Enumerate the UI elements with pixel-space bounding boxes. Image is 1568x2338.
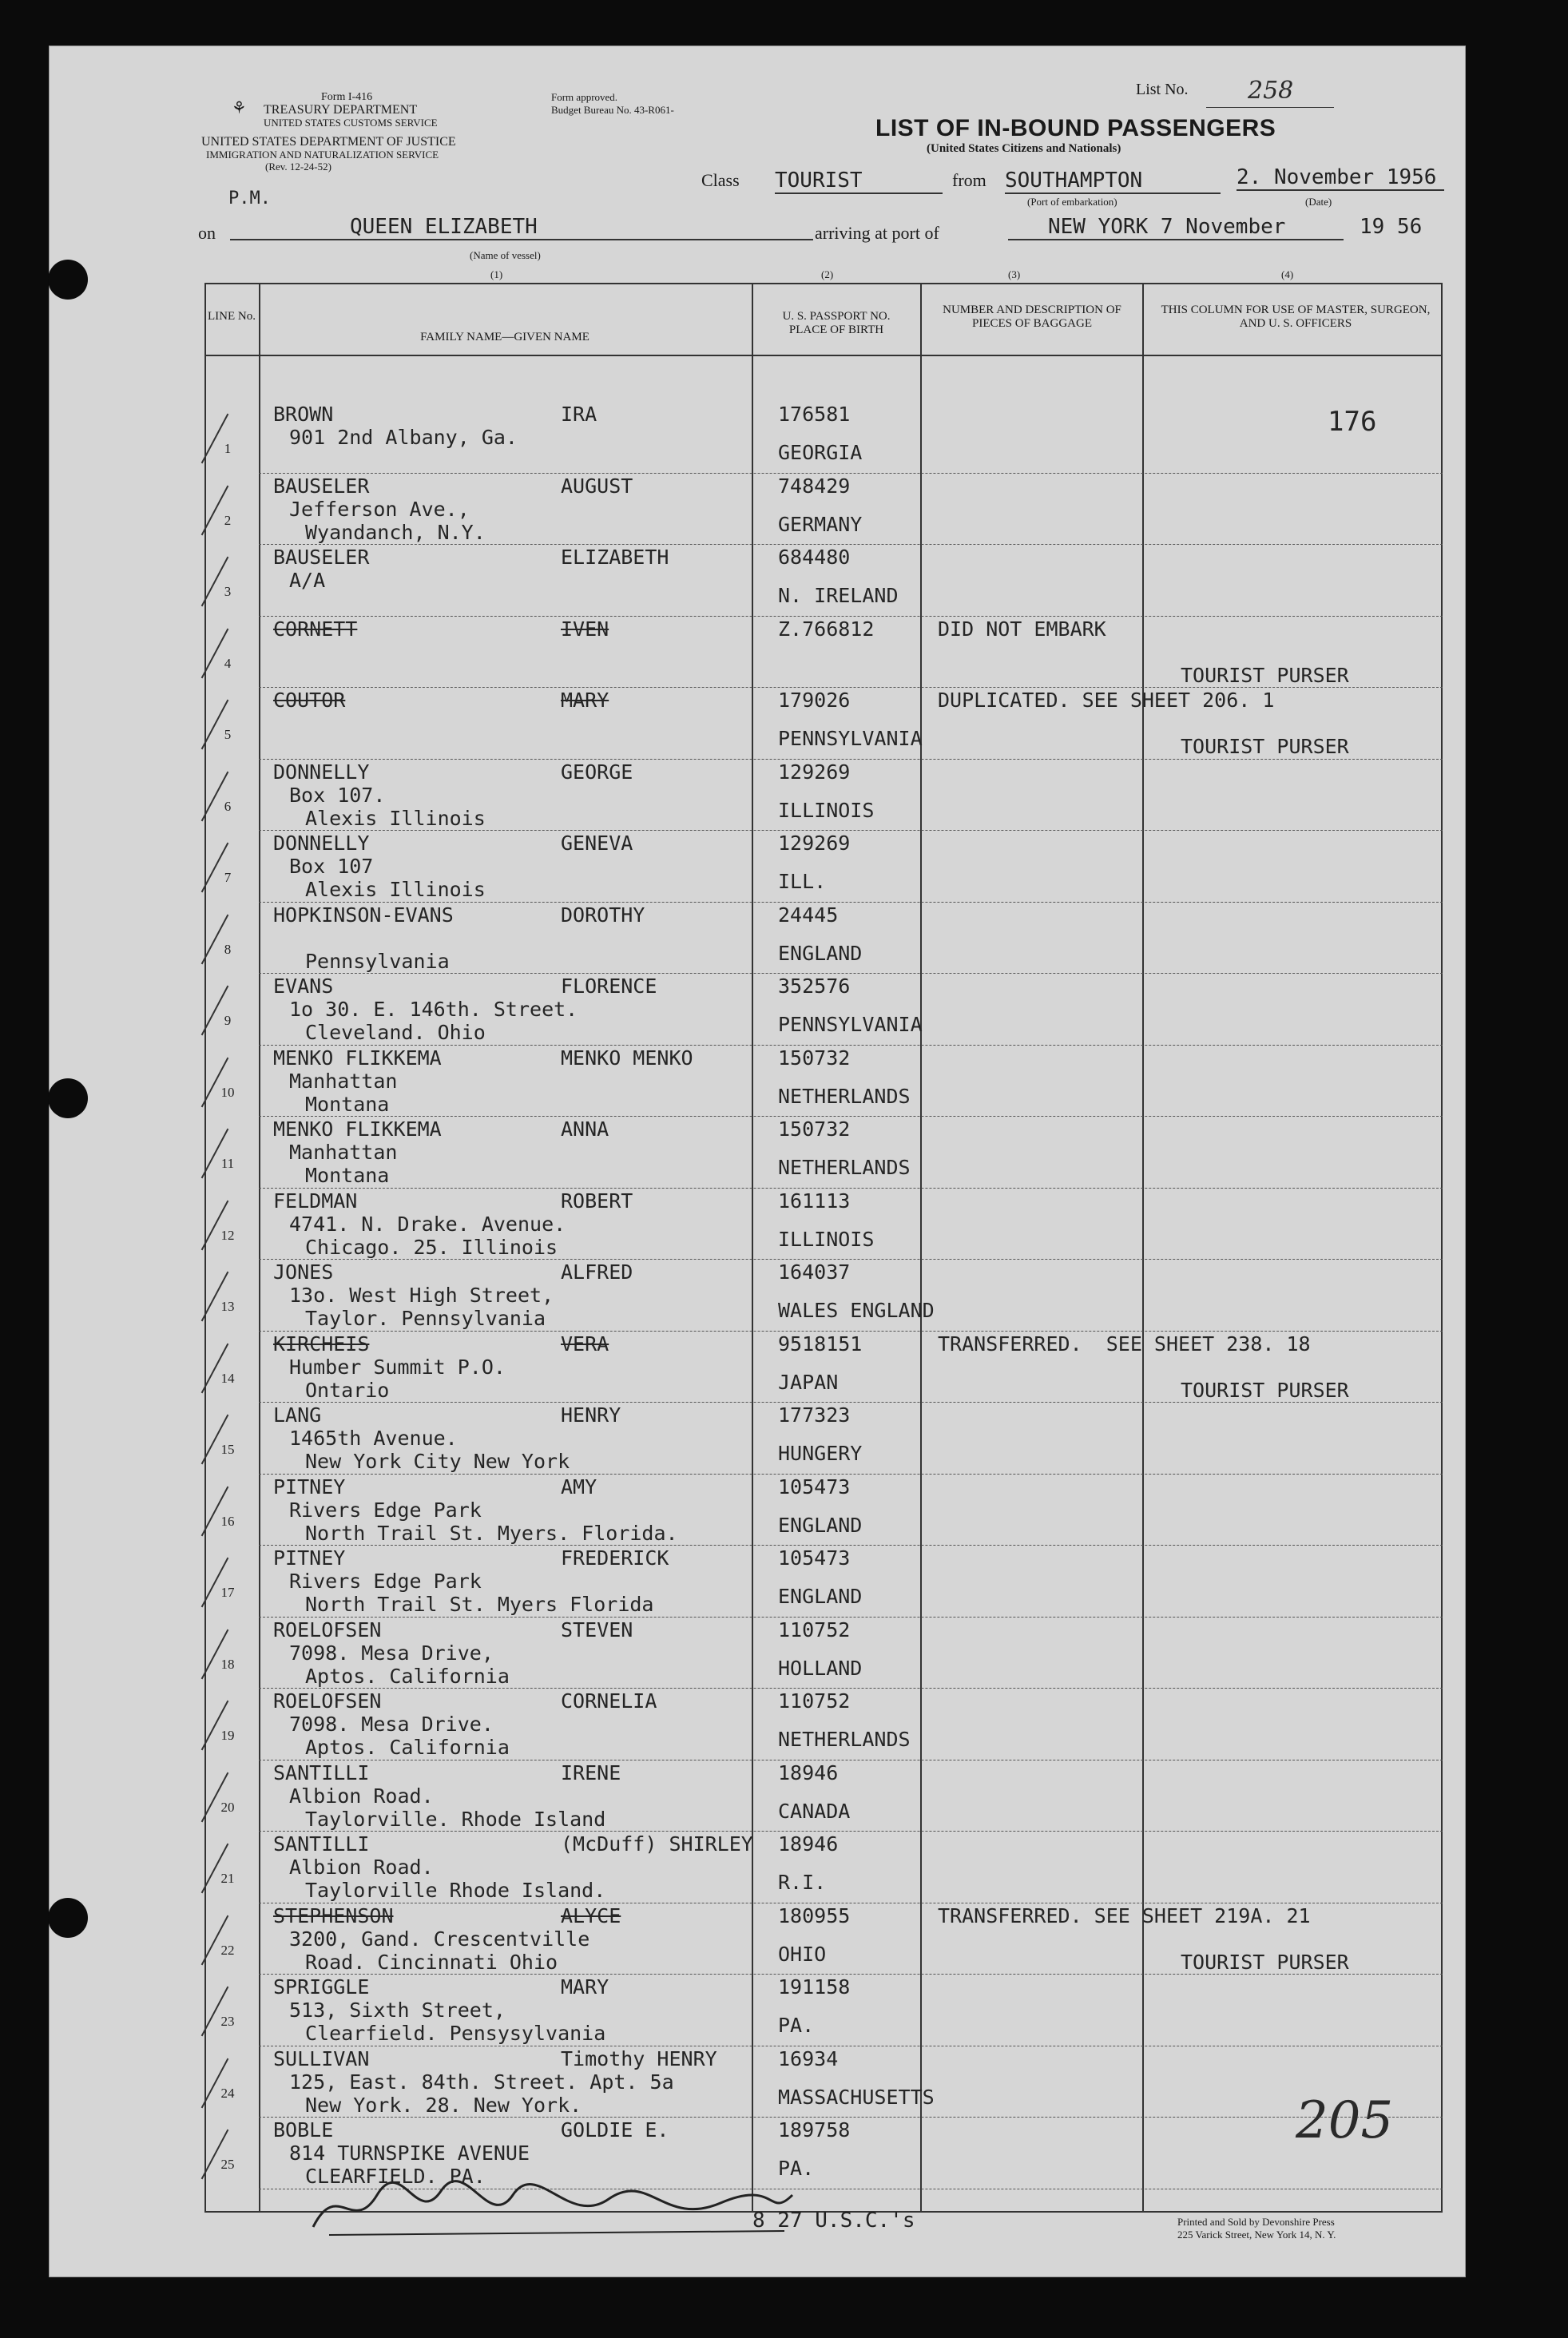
row-divider: [259, 1688, 1443, 1689]
address-line-2: Ontario: [305, 1378, 390, 1402]
line-number: 21: [220, 1871, 235, 1886]
col-divider-1: [259, 283, 260, 2213]
given-name: FLORENCE: [561, 974, 657, 998]
pm-mark: P.M.: [228, 189, 271, 208]
form-number: Form I-416: [321, 91, 373, 103]
passport-number: 105473: [778, 1546, 851, 1570]
vessel-caption: (Name of vessel): [470, 249, 541, 261]
line-number: 11: [220, 1156, 235, 1171]
given-name: MARY: [561, 689, 609, 712]
passport-number: 18946: [778, 1832, 839, 1856]
passport-number: 748429: [778, 474, 851, 498]
passport-number: 129269: [778, 832, 851, 855]
passport-number: 164037: [778, 1260, 851, 1284]
address-line-2: Chicago. 25. Illinois: [305, 1235, 558, 1259]
address-line-1: 901 2nd Albany, Ga.: [289, 426, 518, 449]
address-line-2: Montana: [305, 1164, 390, 1187]
row-divider: [259, 902, 1443, 903]
header-line-no: LINE No.: [208, 310, 256, 323]
place-of-birth: PENNSYLVANIA: [778, 1013, 923, 1036]
passport-number: 16934: [778, 2046, 839, 2070]
given-name: GENEVA: [561, 832, 633, 855]
passport-number: 9518151: [778, 1332, 863, 1356]
line-number: 10: [220, 1084, 235, 1100]
place-of-birth: ILL.: [778, 870, 827, 893]
passport-number: 191158: [778, 1975, 851, 1999]
printer-line-1: Printed and Sold by Devonshire Press: [1177, 2216, 1335, 2228]
family-name: JONES: [273, 1260, 334, 1284]
list-no-line: [1206, 107, 1334, 108]
given-name: DOROTHY: [561, 903, 645, 927]
address-line-1: 1o 30. E. 146th. Street.: [289, 998, 578, 1021]
given-name: MENKO MENKO: [561, 1046, 693, 1070]
passport-number: 161113: [778, 1189, 851, 1213]
address-line-2: North Trail St. Myers Florida: [305, 1593, 654, 1616]
class-value: TOURIST: [775, 169, 943, 194]
col-marker-3: (3): [1008, 268, 1021, 280]
address-line-2: Taylor. Pennsylvania: [305, 1307, 546, 1330]
given-name: GOLDIE E.: [561, 2118, 669, 2142]
given-name: FREDERICK: [561, 1546, 669, 1570]
family-name: CORNETT: [273, 617, 358, 641]
line-number: 6: [224, 798, 232, 814]
place-of-birth: PA.: [778, 2157, 815, 2180]
place-of-birth: NETHERLANDS: [778, 1728, 911, 1751]
place-of-birth: ENGLAND: [778, 941, 863, 965]
dept-justice: UNITED STATES DEPARTMENT OF JUSTICE: [201, 135, 456, 149]
given-name: IRENE: [561, 1760, 621, 1784]
header-officers: THIS COLUMN FOR USE OF MASTER, SURGEON, AND U. S. OFFICERS: [1161, 304, 1431, 330]
line-number: 18: [220, 1656, 235, 1672]
row-divider: [259, 1188, 1443, 1189]
col-marker-2: (2): [821, 268, 834, 280]
row-divider: [259, 616, 1443, 617]
passport-number: 177323: [778, 1403, 851, 1427]
form-revision: (Rev. 12-24-52): [265, 161, 331, 173]
family-name: COUTOR: [273, 689, 346, 712]
dept-customs: UNITED STATES CUSTOMS SERVICE: [264, 117, 438, 129]
address-line-2: Pennsylvania: [305, 949, 450, 973]
family-name: ROELOFSEN: [273, 1689, 382, 1713]
family-name: DONNELLY: [273, 832, 370, 855]
page-title: LIST OF IN-BOUND PASSENGERS: [875, 115, 1276, 141]
address-line-1: Jefferson Ave.,: [289, 497, 470, 521]
address-line-1: 513, Sixth Street,: [289, 1999, 506, 2022]
on-label: on: [198, 223, 216, 243]
address-line-1: 13o. West High Street,: [289, 1284, 554, 1307]
given-name: GEORGE: [561, 760, 633, 784]
given-name: ALYCE: [561, 1903, 621, 1927]
given-name: STEVEN: [561, 1618, 633, 1641]
row-divider: [259, 1831, 1443, 1832]
remark-line-2: TOURIST PURSER: [1181, 735, 1349, 758]
given-name: AMY: [561, 1475, 597, 1498]
line-number: 17: [220, 1585, 235, 1600]
remark-line-1: TRANSFERRED. SEE SHEET 219A. 21: [938, 1903, 1311, 1927]
row-divider: [259, 1331, 1443, 1332]
given-name: (McDuff) SHIRLEY: [561, 1832, 753, 1856]
given-name: HENRY: [561, 1403, 621, 1427]
line-number: 13: [220, 1299, 235, 1314]
remark-line-1: DID NOT EMBARK: [938, 617, 1106, 641]
signature-scribble: [305, 2171, 800, 2243]
family-name: PITNEY: [273, 1475, 346, 1498]
address-line-1: Manhattan: [289, 1069, 398, 1093]
line-number: 25: [220, 2157, 235, 2172]
address-line-1: 7098. Mesa Drive,: [289, 1641, 494, 1665]
passport-number: Z.766812: [778, 617, 875, 641]
place-of-birth: PA.: [778, 2014, 815, 2037]
remark-line-1: DUPLICATED. SEE SHEET 206. 1: [938, 689, 1275, 712]
row-divider: [259, 2117, 1443, 2118]
family-name: SANTILLI: [273, 1832, 370, 1856]
punch-hole-top: [48, 260, 88, 300]
list-no-value: 258: [1248, 77, 1294, 105]
family-name: FELDMAN: [273, 1189, 358, 1213]
given-name: ALFRED: [561, 1260, 633, 1284]
remark-line-1: TRANSFERRED. SEE SHEET 238. 18: [938, 1332, 1311, 1356]
family-name: STEPHENSON: [273, 1903, 394, 1927]
passport-number: 105473: [778, 1475, 851, 1498]
line-number: 23: [220, 2014, 235, 2029]
address-line-2: Taylorville Rhode Island.: [305, 1879, 606, 1902]
address-line-2: Cleveland. Ohio: [305, 1021, 486, 1044]
stamp-text: 8 27 U.S.C.'s: [752, 2209, 915, 2233]
line-number: 16: [220, 1513, 235, 1529]
line-number: 7: [224, 870, 232, 885]
line-number: 14: [220, 1370, 235, 1386]
header-baggage: NUMBER AND DESCRIPTION OF PIECES OF BAGGAGE: [943, 304, 1121, 330]
passport-number: 129269: [778, 760, 851, 784]
place-of-birth: R.I.: [778, 1871, 827, 1894]
place-of-birth: CANADA: [778, 1799, 851, 1823]
line-number: 8: [224, 941, 232, 957]
address-line-2: New York. 28. New York.: [305, 2093, 582, 2117]
family-name: SULLIVAN: [273, 2046, 370, 2070]
remark-line-2: TOURIST PURSER: [1181, 663, 1349, 687]
family-name: BROWN: [273, 403, 334, 426]
address-line-1: 4741. N. Drake. Avenue.: [289, 1212, 566, 1236]
line-number: 3: [224, 584, 232, 599]
port-embark-caption: (Port of embarkation): [1027, 196, 1117, 208]
page-subtitle: (United States Citizens and Nationals): [927, 142, 1121, 155]
address-line-1: A/A: [289, 569, 326, 592]
line-number: 12: [220, 1227, 235, 1243]
family-name: BAUSELER: [273, 546, 370, 569]
place-of-birth: NETHERLANDS: [778, 1156, 911, 1179]
dept-treasury: TREASURY DEPARTMENT: [264, 103, 418, 117]
passport-number: 352576: [778, 974, 851, 998]
address-line-2: Aptos. California: [305, 1664, 510, 1688]
address-line-1: Humber Summit P.O.: [289, 1355, 506, 1379]
line-number: 4: [224, 655, 232, 671]
row-divider: [259, 1474, 1443, 1475]
place-of-birth: N. IRELAND: [778, 584, 899, 607]
place-of-birth: ILLINOIS: [778, 1227, 875, 1251]
line-number: 24: [220, 2085, 235, 2101]
address-line-1: 1465th Avenue.: [289, 1427, 458, 1450]
address-line-2: Alexis Illinois: [305, 806, 486, 830]
row-divider: [259, 687, 1443, 688]
row-divider: [259, 1045, 1443, 1046]
budget-bureau: Budget Bureau No. 43-R061-: [551, 104, 674, 116]
class-label: Class: [701, 170, 740, 190]
passport-number: 110752: [778, 1689, 851, 1713]
row-divider: [259, 1545, 1443, 1546]
passport-number: 110752: [778, 1618, 851, 1641]
family-name: BOBLE: [273, 2118, 334, 2142]
place-of-birth: JAPAN: [778, 1370, 839, 1394]
address-line-1: Albion Road.: [289, 1784, 434, 1808]
address-line-1: 814 TURNSPIKE AVENUE: [289, 2142, 530, 2165]
place-of-birth: GEORGIA: [778, 441, 863, 464]
family-name: MENKO FLIKKEMA: [273, 1117, 442, 1141]
given-name: IVEN: [561, 617, 609, 641]
row-divider: [259, 1402, 1443, 1403]
header-rule: [204, 355, 1443, 356]
given-name: VERA: [561, 1332, 609, 1356]
row-divider: [259, 973, 1443, 974]
family-name: ROELOFSEN: [273, 1618, 382, 1641]
passport-number: 176581: [778, 403, 851, 426]
col-marker-1: (1): [490, 268, 503, 280]
address-line-2: Montana: [305, 1092, 390, 1116]
total-handwritten: 205: [1296, 2091, 1394, 2150]
passport-number: 24445: [778, 903, 839, 927]
address-line-2: Clearfield. Pensysylvania: [305, 2022, 606, 2045]
place-of-birth: WALES ENGLAND: [778, 1299, 935, 1322]
row-divider: [259, 544, 1443, 545]
family-name: DONNELLY: [273, 760, 370, 784]
line-number: 2: [224, 512, 232, 528]
place-of-birth: ENGLAND: [778, 1513, 863, 1537]
address-line-1: Rivers Edge Park: [289, 1570, 482, 1593]
given-name: Timothy HENRY: [561, 2046, 717, 2070]
place-of-birth: ILLINOIS: [778, 798, 875, 822]
address-line-1: Box 107: [289, 855, 374, 878]
family-name: MENKO FLIKKEMA: [273, 1046, 442, 1070]
row-divider: [259, 1116, 1443, 1117]
address-line-1: 3200, Gand. Crescentville: [289, 1927, 590, 1951]
row-divider: [259, 830, 1443, 831]
given-name: ROBERT: [561, 1189, 633, 1213]
line-number: 20: [220, 1799, 235, 1815]
given-name: ANNA: [561, 1117, 609, 1141]
address-line-2: New York City New York: [305, 1450, 570, 1473]
address-line-1: 7098. Mesa Drive.: [289, 1713, 494, 1736]
place-of-birth: NETHERLANDS: [778, 1084, 911, 1108]
line-number: 5: [224, 727, 232, 742]
address-line-2: Aptos. California: [305, 1736, 510, 1759]
place-of-birth: HOLLAND: [778, 1656, 863, 1680]
passport-number: 179026: [778, 689, 851, 712]
family-name: EVANS: [273, 974, 334, 998]
printer-line-2: 225 Varick Street, New York 14, N. Y.: [1177, 2229, 1336, 2241]
port-value: NEW YORK 7 November: [1008, 216, 1344, 240]
row-divider: [259, 1617, 1443, 1618]
line-number: 19: [220, 1728, 235, 1743]
given-name: MARY: [561, 1975, 609, 1999]
passport-number: 189758: [778, 2118, 851, 2142]
officer-note: 176: [1328, 406, 1377, 438]
remark-line-2: TOURIST PURSER: [1181, 1378, 1349, 1402]
col-divider-3: [920, 283, 922, 2213]
given-name: AUGUST: [561, 474, 633, 498]
passport-number: 150732: [778, 1117, 851, 1141]
arriving-label: arriving at port of: [815, 223, 939, 243]
col-divider-2: [752, 283, 753, 2213]
family-name: PITNEY: [273, 1546, 346, 1570]
place-of-birth: PENNSYLVANIA: [778, 727, 923, 750]
from-label: from: [952, 170, 986, 190]
vessel-value: QUEEN ELIZABETH: [230, 216, 813, 240]
header-passport: U. S. PASSPORT NO. PLACE OF BIRTH: [782, 310, 891, 336]
line-number: 22: [220, 1942, 235, 1958]
line-number: 9: [224, 1013, 232, 1028]
date-caption: (Date): [1305, 196, 1332, 208]
address-line-2: Road. Cincinnati Ohio: [305, 1950, 558, 1974]
from-value: SOUTHAMPTON: [1005, 169, 1221, 194]
passport-number: 180955: [778, 1903, 851, 1927]
family-name: LANG: [273, 1403, 322, 1427]
address-line-2: North Trail St. Myers. Florida.: [305, 1521, 678, 1545]
address-line-2: Taylorville. Rhode Island: [305, 1807, 606, 1831]
row-divider: [259, 1974, 1443, 1975]
line-number: 1: [224, 441, 232, 456]
family-name: SANTILLI: [273, 1760, 370, 1784]
document-page: [50, 46, 1465, 2276]
eagle-icon: ⚘: [233, 96, 245, 118]
header-name: FAMILY NAME—GIVEN NAME: [420, 331, 589, 343]
address-line-2: Alexis Illinois: [305, 878, 486, 901]
family-name: SPRIGGLE: [273, 1975, 370, 1999]
given-name: CORNELIA: [561, 1689, 657, 1713]
place-of-birth: GERMANY: [778, 512, 863, 536]
form-approved: Form approved.: [551, 91, 618, 103]
address-line-1: Box 107.: [289, 783, 386, 807]
year-value: 19 56: [1360, 215, 1423, 239]
place-of-birth: HUNGERY: [778, 1442, 863, 1465]
address-line-1: Rivers Edge Park: [289, 1498, 482, 1522]
row-divider: [259, 759, 1443, 760]
punch-hole-bottom: [48, 1898, 88, 1938]
family-name: KIRCHEIS: [273, 1332, 370, 1356]
line-number: 15: [220, 1442, 235, 1457]
address-line-1: 125, East. 84th. Street. Apt. 5a: [289, 2070, 674, 2094]
list-no-label: List No.: [1136, 81, 1189, 98]
given-name: IRA: [561, 403, 597, 426]
row-divider: [259, 473, 1443, 474]
passport-number: 684480: [778, 546, 851, 569]
col-marker-4: (4): [1281, 268, 1294, 280]
family-name: BAUSELER: [273, 474, 370, 498]
place-of-birth: ENGLAND: [778, 1585, 863, 1608]
address-line-2: Wyandanch, N.Y.: [305, 520, 486, 544]
date-value: 2. November 1956: [1237, 166, 1444, 191]
passport-number: 150732: [778, 1046, 851, 1070]
row-divider: [259, 1259, 1443, 1260]
address-line-1: Albion Road.: [289, 1856, 434, 1879]
given-name: ELIZABETH: [561, 546, 669, 569]
family-name: HOPKINSON-EVANS: [273, 903, 454, 927]
address-line-1: Manhattan: [289, 1141, 398, 1164]
punch-hole-middle: [48, 1078, 88, 1118]
dept-ins: IMMIGRATION AND NATURALIZATION SERVICE: [206, 149, 439, 161]
place-of-birth: OHIO: [778, 1942, 827, 1966]
passport-number: 18946: [778, 1760, 839, 1784]
place-of-birth: MASSACHUSETTS: [778, 2085, 935, 2109]
address-line-2: CLEARFIELD. PA.: [305, 2165, 486, 2188]
remark-line-2: TOURIST PURSER: [1181, 1950, 1349, 1974]
